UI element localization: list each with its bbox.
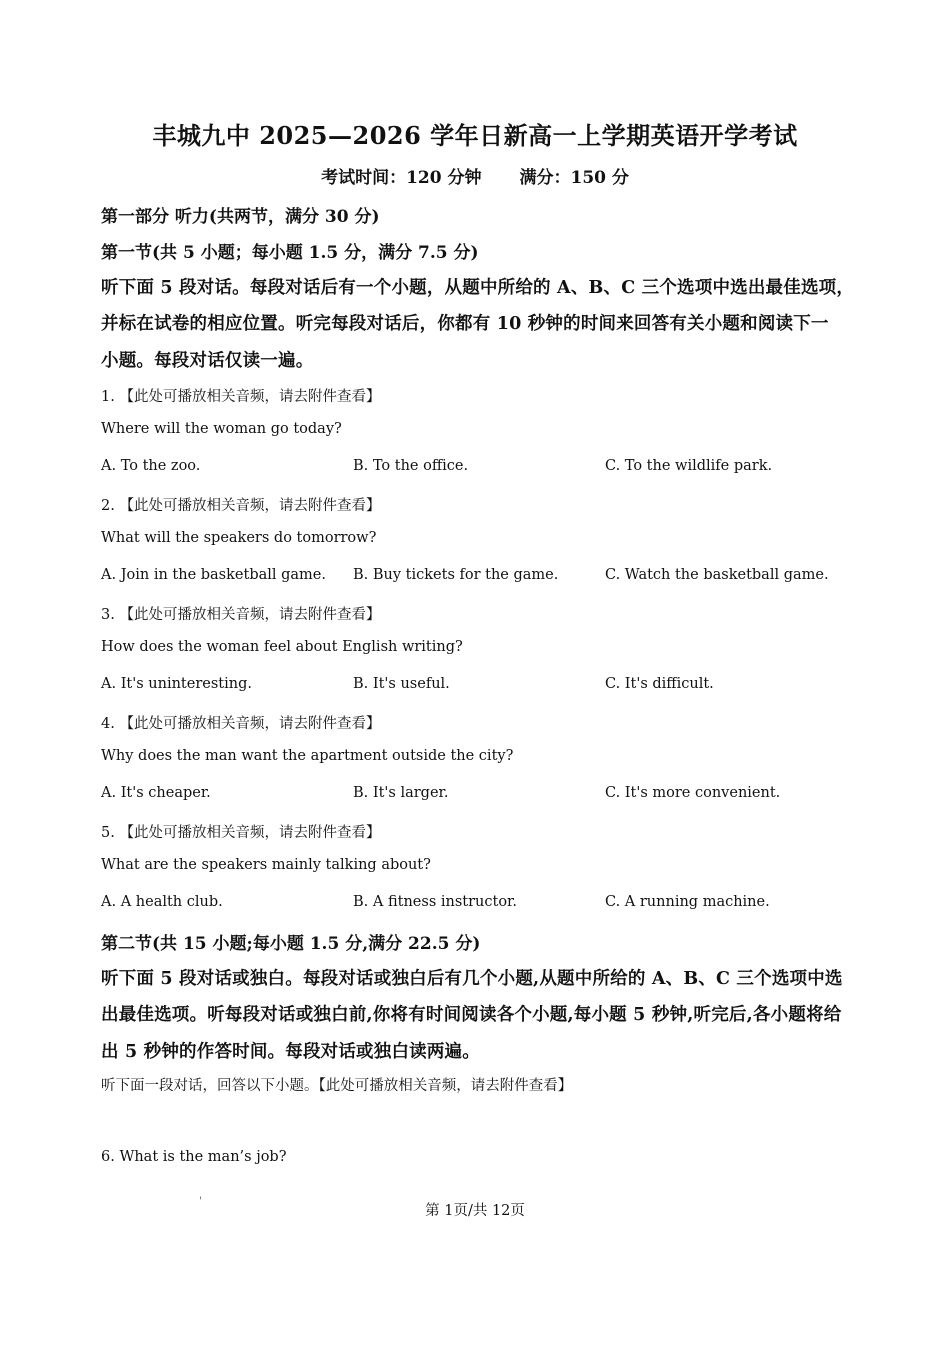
section2-instruction-line: 出 5 秒钟的作答时间。每段对话或独白读两遍。 bbox=[101, 1042, 480, 1062]
answer-options bbox=[101, 458, 861, 478]
audio-placeholder: 1. 【此处可播放相关音频，请去附件查看】 bbox=[101, 389, 381, 405]
question-text: How does the woman feel about English writing? bbox=[101, 639, 463, 655]
dialogue-note: 听下面一段对话，回答以下小题。【此处可播放相关音频，请去附件查看】 bbox=[101, 1078, 573, 1094]
question-text: Why does the man want the apartment outside the city? bbox=[101, 748, 514, 764]
option-b: B. It's useful. bbox=[353, 676, 450, 692]
audio-placeholder: 2. 【此处可播放相关音频，请去附件查看】 bbox=[101, 498, 381, 514]
page-title: 丰城九中 2025—2026 学年日新高一上学期英语开学考试 bbox=[152, 121, 798, 150]
question-text: What are the speakers mainly talking about? bbox=[101, 857, 431, 873]
option-c: C. It's difficult. bbox=[605, 676, 714, 692]
full-score: 满分：150 分 bbox=[519, 168, 629, 188]
question-text: 6. What is the man’s job? bbox=[101, 1149, 287, 1165]
option-c: C. It's more convenient. bbox=[605, 785, 781, 801]
audio-placeholder: 5. 【此处可播放相关音频，请去附件查看】 bbox=[101, 825, 381, 841]
section2-instruction-line: 听下面 5 段对话或独白。每段对话或独白后有几个小题,从题中所给的 A、B、C 三个选项中选 bbox=[101, 969, 843, 989]
option-c: C. Watch the basketball game. bbox=[605, 567, 829, 583]
stray-mark: ' bbox=[199, 1196, 202, 1207]
answer-options bbox=[101, 567, 861, 587]
audio-placeholder: 3. 【此处可播放相关音频，请去附件查看】 bbox=[101, 607, 381, 623]
option-a: A. A health club. bbox=[101, 894, 223, 910]
option-a: A. It's cheaper. bbox=[101, 785, 211, 801]
option-b: B. To the office. bbox=[353, 458, 469, 474]
exam-meta bbox=[0, 163, 950, 188]
option-a: A. It's uninteresting. bbox=[101, 676, 252, 692]
part1-heading: 第一部分 听力(共两节，满分 30 分) bbox=[101, 207, 380, 227]
question-text: Where will the woman go today? bbox=[101, 421, 342, 437]
option-a: A. To the zoo. bbox=[101, 458, 201, 474]
answer-options bbox=[101, 894, 861, 914]
section2-instruction-line: 出最佳选项。听每段对话或独白前,你将有时间阅读各个小题,每小题 5 秒钟,听完后,各小题将给 bbox=[101, 1005, 842, 1025]
option-b: B. It's larger. bbox=[353, 785, 449, 801]
audio-placeholder: 4. 【此处可播放相关音频，请去附件查看】 bbox=[101, 716, 381, 732]
option-c: C. To the wildlife park. bbox=[605, 458, 773, 474]
option-c: C. A running machine. bbox=[605, 894, 770, 910]
exam-time: 考试时间：120 分钟 bbox=[321, 168, 482, 188]
section1-instruction-line: 小题。每段对话仅读一遍。 bbox=[101, 351, 314, 371]
section2-heading: 第二节(共 15 小题;每小题 1.5 分,满分 22.5 分) bbox=[101, 934, 481, 954]
section1-instruction-line: 并标在试卷的相应位置。听完每段对话后，你都有 10 秒钟的时间来回答有关小题和阅读下一 bbox=[101, 314, 829, 334]
question-text: What will the speakers do tomorrow? bbox=[101, 530, 377, 546]
section1-instruction-line: 听下面 5 段对话。每段对话后有一个小题，从题中所给的 A、B、C 三个选项中选出最佳选项， bbox=[101, 278, 855, 298]
page-footer: 第 1页/共 12页 bbox=[425, 1203, 525, 1219]
option-b: B. Buy tickets for the game. bbox=[353, 567, 559, 583]
option-a: A. Join in the basketball game. bbox=[101, 567, 326, 583]
answer-options bbox=[101, 676, 861, 696]
section1-heading: 第一节(共 5 小题；每小题 1.5 分，满分 7.5 分) bbox=[101, 243, 479, 263]
answer-options bbox=[101, 785, 861, 805]
option-b: B. A fitness instructor. bbox=[353, 894, 518, 910]
